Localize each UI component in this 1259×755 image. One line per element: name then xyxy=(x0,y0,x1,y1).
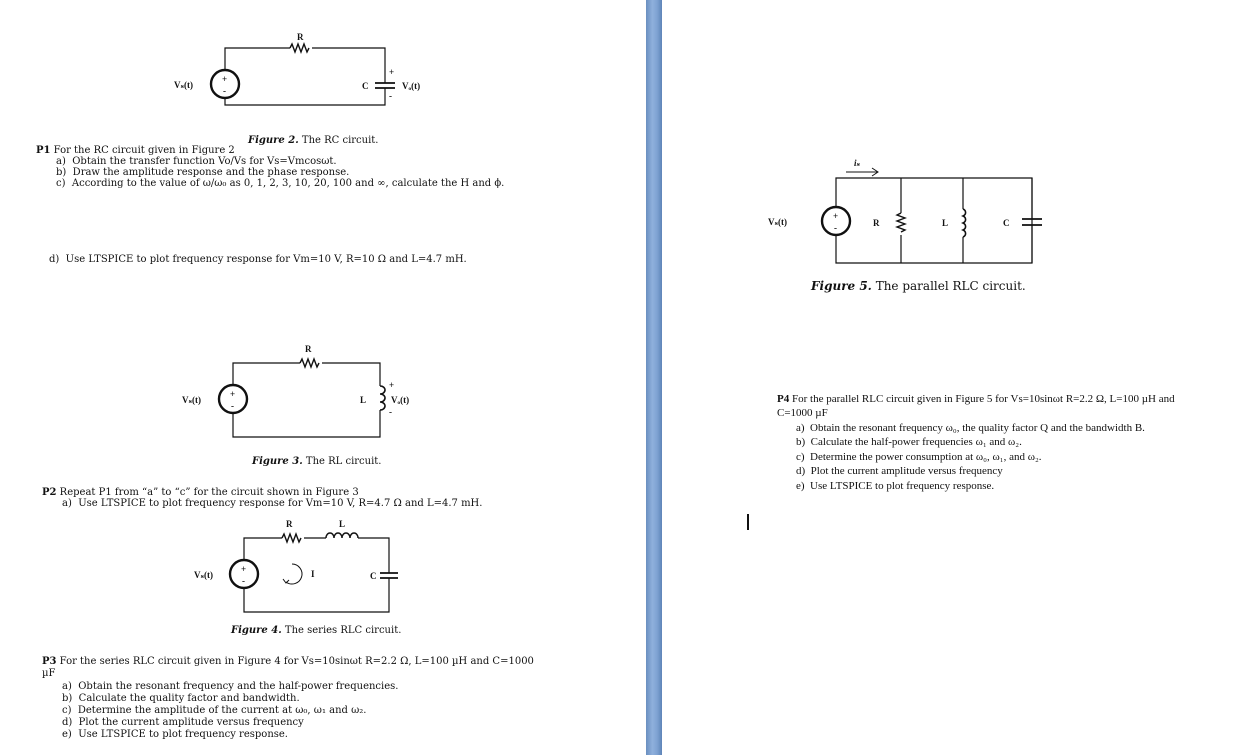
source-plus: + xyxy=(833,211,839,221)
series-rlc-circuit-diagram xyxy=(192,516,412,616)
p1-item-d: d) Use LTSPICE to plot frequency response for Vm=10 V, R=10 Ω and L=4.7 mH. xyxy=(49,254,467,265)
label-vs: Vₛ(t) xyxy=(194,570,214,580)
resistor-symbol xyxy=(282,534,301,542)
p4-intro-cont: C=1000 µF xyxy=(777,407,828,419)
p3-item-b: b) Calculate the quality factor and bandwidth. xyxy=(62,693,300,704)
label-l: L xyxy=(339,519,346,529)
inductor-symbol xyxy=(963,209,966,237)
p4-item-b: b) Calculate the half-power frequencies ω₁ and ω₂. xyxy=(796,436,1022,448)
p1-item-b: b) Draw the amplitude response and the phase response. xyxy=(56,167,350,178)
p3-item-e: e) Use LTSPICE to plot frequency response. xyxy=(62,729,288,740)
p3-item-d: d) Plot the current amplitude versus frequency xyxy=(62,717,304,728)
capacitor-symbol xyxy=(375,83,395,88)
resistor-symbol xyxy=(300,359,319,367)
rc-circuit-diagram xyxy=(170,32,430,107)
current-direction-arrow xyxy=(846,168,878,176)
p3-item-a: a) Obtain the resonant frequency and the half-power frequencies. xyxy=(62,681,399,692)
p4-item-d: d) Plot the current amplitude versus frequency xyxy=(796,465,1003,477)
label-plus: + xyxy=(389,67,395,77)
source-minus: - xyxy=(242,576,245,586)
source-minus: - xyxy=(231,401,234,411)
p1-intro: P1 For the RC circuit given in Figure 2 xyxy=(36,145,235,156)
label-vs: Vₛ(t) xyxy=(768,217,788,227)
figure-5-caption: Figure 5. The parallel RLC circuit. xyxy=(811,279,1026,293)
label-is: iₛ xyxy=(854,158,861,168)
label-minus: - xyxy=(389,91,392,101)
capacitor-symbol xyxy=(380,573,398,578)
label-r: R xyxy=(873,218,880,228)
label-vo: Vₒ(t) xyxy=(391,395,410,405)
label-l: L xyxy=(360,395,367,405)
source-minus: - xyxy=(834,223,837,233)
p1-item-a: a) Obtain the transfer function Vo/Vs for Vs=Vmcosωt. xyxy=(56,156,337,167)
p4-intro: P4 For the parallel RLC circuit given in Figure 5 for Vs=10sinωt R=2.2 Ω, L=100 µH and xyxy=(777,393,1175,405)
p1-item-c: c) According to the value of ω/ω₀ as 0, 1, 2, 3, 10, 20, 100 and ∞, calculate the H and ϕ. xyxy=(56,178,505,189)
label-r: R xyxy=(286,519,293,529)
page-divider xyxy=(646,0,662,755)
parallel-rlc-circuit-diagram xyxy=(764,155,1044,270)
p4-item-a: a) Obtain the resonant frequency ω₀, the quality factor Q and the bandwidth B. xyxy=(796,422,1145,434)
p4-item-c: c) Determine the power consumption at ω₀, ω₁, and ω₂. xyxy=(796,451,1042,463)
figure-3-caption: Figure 3. The RL circuit. xyxy=(252,456,382,467)
figure-4-caption: Figure 4. The series RLC circuit. xyxy=(231,625,402,636)
rl-circuit-diagram xyxy=(178,343,438,443)
p3-intro-cont: µF xyxy=(42,668,56,679)
label-r: R xyxy=(297,32,304,42)
label-l: L xyxy=(942,218,949,228)
p3-item-c: c) Determine the amplitude of the current at ω₀, ω₁ and ω₂. xyxy=(62,705,367,716)
source-plus: + xyxy=(222,74,228,84)
figure-2-caption: Figure 2. The RC circuit. xyxy=(248,135,379,146)
source-plus: + xyxy=(230,389,236,399)
p2-item-a: a) Use LTSPICE to plot frequency response for Vm=10 V, R=4.7 Ω and L=4.7 mH. xyxy=(62,498,483,509)
source-plus: + xyxy=(241,564,247,574)
inductor-symbol xyxy=(326,533,358,538)
right-document-page xyxy=(662,0,1259,755)
label-c: C xyxy=(1003,218,1010,228)
label-i: I xyxy=(311,569,315,579)
label-vs: Vₛ(t) xyxy=(182,395,202,405)
resistor-symbol xyxy=(897,213,905,232)
p4-item-e: e) Use LTSPICE to plot frequency response. xyxy=(796,480,995,492)
source-minus: - xyxy=(223,86,226,96)
label-minus: - xyxy=(389,407,392,417)
label-r: R xyxy=(305,344,312,354)
label-c: C xyxy=(362,81,369,91)
label-vs: Vₛ(t) xyxy=(174,80,194,90)
label-c: C xyxy=(370,571,377,581)
resistor-symbol xyxy=(290,44,309,52)
label-vo: Vₒ(t) xyxy=(402,81,421,91)
text-cursor[interactable] xyxy=(747,514,749,530)
p3-intro: P3 For the series RLC circuit given in Figure 4 for Vs=10sinωt R=2.2 Ω, L=100 µH and C=1000 xyxy=(42,656,534,667)
p2-intro: P2 Repeat P1 from “a” to “c” for the circuit shown in Figure 3 xyxy=(42,487,359,498)
inductor-symbol xyxy=(380,386,385,410)
label-plus: + xyxy=(389,380,395,390)
